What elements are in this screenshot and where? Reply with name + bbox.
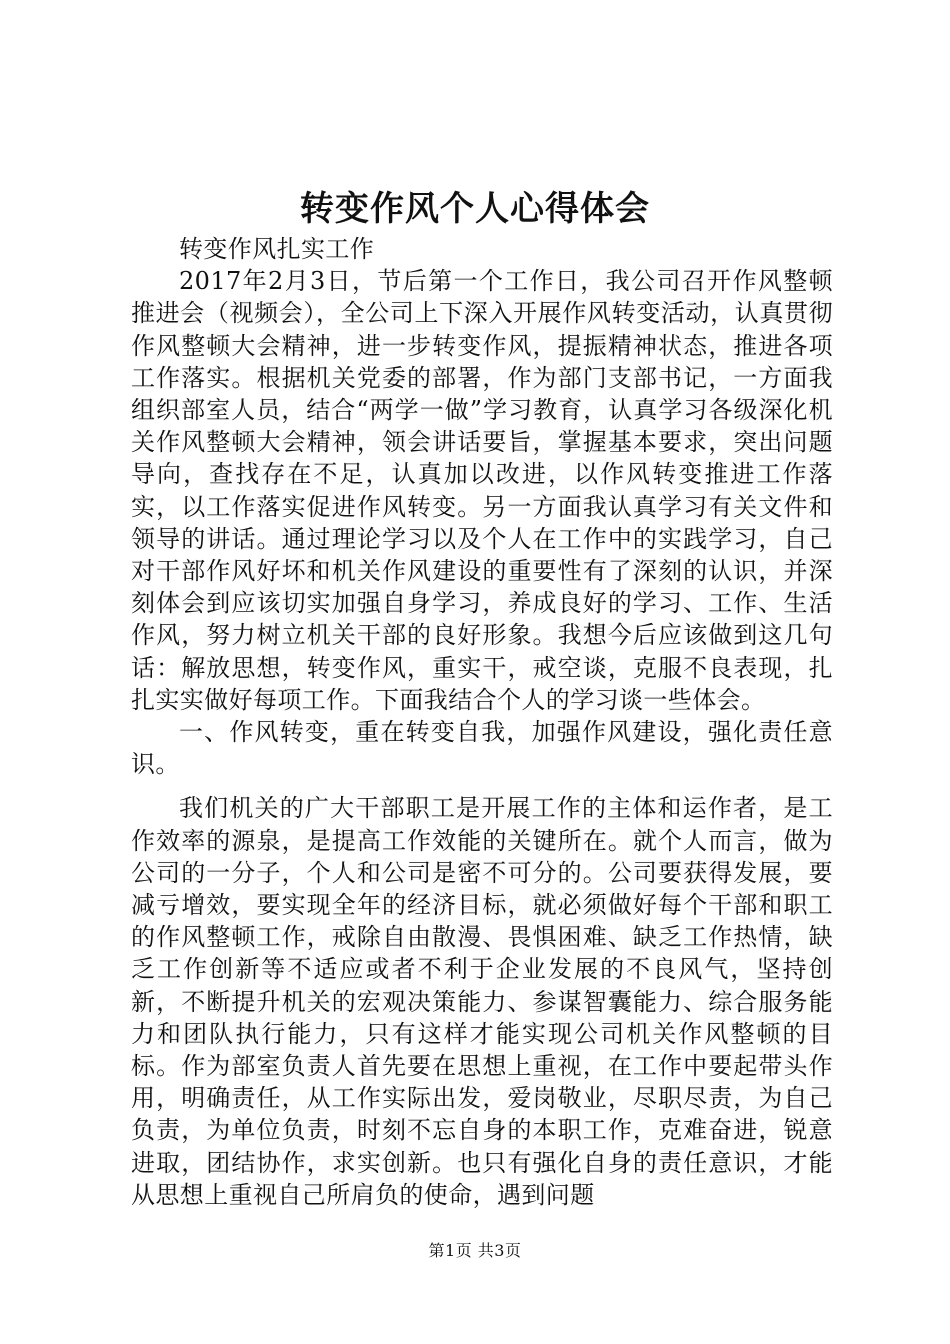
paragraph-subtitle: 转变作风扎实工作	[179, 235, 375, 263]
document-body	[131, 233, 833, 1211]
paragraph-section-body: 我们机关的广大干部职工是开展工作的主体和运作者，是工作效率的源泉，是提高工作效能的关键所在。就个人而言，做为公司的一分子，个人和公司是密不可分的。公司要获得发展，要减亏增效，要实现全年的经济目标，就必须做好每个干部和职工的作风整顿工作，戒除自由散漫、畏惧困难、缺乏工作热情，缺乏工作创新等不适应或者不利于企业发展的不良风气，坚持创新，不断提升机关的宏观决策能力、参谋智囊能力、综合服务能力和团队执行能力，只有这样才能实现公司机关作风整顿的目标。作为部室负责人首先要在思想上重视，在工作中要起带头作用，明确责任，从工作实际出发，爱岗敬业，尽职尽责，为自己负责，为单位负责，时刻不忘自身的本职工作，克难奋进，锐意进取，团结协作，求实创新。也只有强化自身的责任意识，才能从思想上重视自己所肩负的使命，遇到问题	[131, 794, 833, 1209]
document-title: 转变作风个人心得体会	[300, 189, 650, 229]
page-footer: 第1页 共3页	[428, 1241, 522, 1260]
paragraph-section-heading: 一、作风转变，重在转变自我，加强作风建设，强化责任意识。	[131, 718, 833, 779]
paragraph-intro: 2017年2月3日，节后第一个工作日，我公司召开作风整顿推进会（视频会），全公司上下深入开展作风转变活动，认真贯彻作风整顿大会精神，进一步转变作风，提振精神状态，推进各项工作落实。根据机关党委的部署，作为部门支部书记，一方面我组织部室人员，结合“两学一做”学习教育，认真学习各级深化机关作风整顿大会精神，领会讲话要旨，掌握基本要求，突出问题导向，查找存在不足，认真加以改进，以作风转变推进工作落实，以工作落实促进作风转变。另一方面我认真学习有关文件和领导的讲话。通过理论学习以及个人在工作中的实践学习，自己对干部作风好坏和机关作风建设的重要性有了深刻的认识，并深刻体会到应该切实加强自身学习，养成良好的学习、工作、生活作风，努力树立机关干部的良好形象。我想今后应该做到这几句话：解放思想，转变作风，重实干，戒空谈，克服不良表现，扎扎实实做好每项工作。下面我结合个人的学习谈一些体会。	[131, 267, 833, 714]
